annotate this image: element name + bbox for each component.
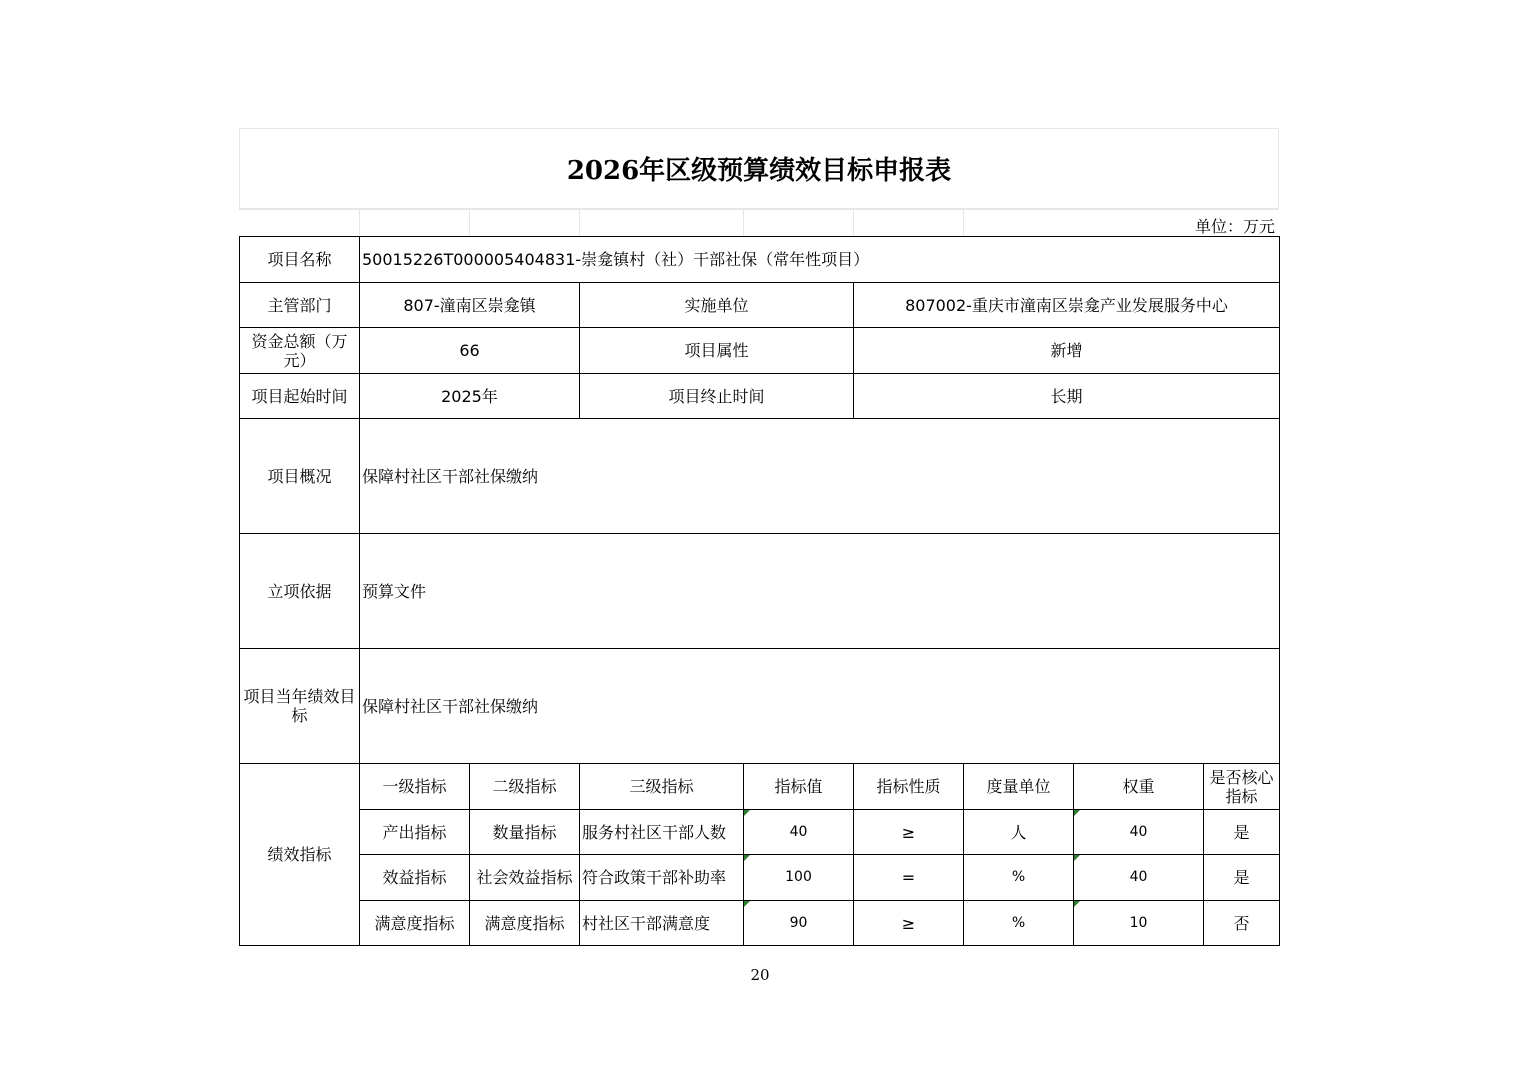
label-start-time: 项目起始时间	[240, 374, 360, 419]
indicator-header-row	[240, 764, 1280, 810]
cell-level1: 满意度指标	[360, 901, 470, 946]
header-unit: 度量单位	[964, 764, 1074, 810]
label-overview: 项目概况	[240, 419, 360, 534]
cell-level1: 效益指标	[360, 855, 470, 901]
cell-nature: ≥	[854, 810, 964, 855]
label-project-name: 项目名称	[240, 237, 360, 283]
value-project-attribute: 新增	[854, 328, 1280, 374]
row-time	[240, 374, 1280, 419]
table-row	[240, 901, 1280, 946]
unit-row	[239, 209, 1279, 237]
label-project-attribute: 项目属性	[580, 328, 854, 374]
value-project-name: 50015226T000005404831-崇龛镇村（社）干部社保（常年性项目）	[360, 237, 1280, 283]
cell-level3: 村社区干部满意度	[580, 901, 744, 946]
header-level3: 三级指标	[580, 764, 744, 810]
cell-level3: 符合政策干部补助率	[580, 855, 744, 901]
unit-label: 单位：万元	[1194, 217, 1275, 236]
cell-nature: ≥	[854, 901, 964, 946]
cell-level2: 满意度指标	[470, 901, 580, 946]
cell-level2: 社会效益指标	[470, 855, 580, 901]
cell-unit: %	[964, 901, 1074, 946]
cell-level3: 服务村社区干部人数	[580, 810, 744, 855]
cell-value: 90	[744, 901, 854, 946]
row-basis	[240, 534, 1280, 649]
value-annual-goal: 保障村社区干部社保缴纳	[360, 649, 1280, 764]
row-overview	[240, 419, 1280, 534]
table-row	[240, 855, 1280, 901]
value-basis: 预算文件	[360, 534, 1280, 649]
label-basis: 立项依据	[240, 534, 360, 649]
label-performance: 绩效指标	[240, 764, 360, 946]
report-title: 2026年区级预算绩效目标申报表	[239, 128, 1279, 209]
header-level2: 二级指标	[470, 764, 580, 810]
label-implementing-unit: 实施单位	[580, 283, 854, 328]
value-implementing-unit: 807002-重庆市潼南区崇龛产业发展服务中心	[854, 283, 1280, 328]
row-department	[240, 283, 1280, 328]
value-overview: 保障村社区干部社保缴纳	[360, 419, 1280, 534]
cell-core: 是	[1204, 855, 1280, 901]
cell-value: 100	[744, 855, 854, 901]
header-nature: 指标性质	[854, 764, 964, 810]
page-number: 20	[750, 966, 770, 984]
report-sheet	[239, 128, 1279, 946]
value-department: 807-潼南区崇龛镇	[360, 283, 580, 328]
row-project-name	[240, 237, 1280, 283]
cell-core: 是	[1204, 810, 1280, 855]
cell-weight: 40	[1074, 855, 1204, 901]
cell-level2: 数量指标	[470, 810, 580, 855]
row-total-funds	[240, 328, 1280, 374]
label-department: 主管部门	[240, 283, 360, 328]
cell-unit: 人	[964, 810, 1074, 855]
label-total-funds: 资金总额（万元）	[240, 328, 360, 374]
row-annual-goal	[240, 649, 1280, 764]
value-start-time: 2025年	[360, 374, 580, 419]
header-core: 是否核心指标	[1204, 764, 1280, 810]
cell-unit: %	[964, 855, 1074, 901]
header-level1: 一级指标	[360, 764, 470, 810]
cell-core: 否	[1204, 901, 1280, 946]
header-weight: 权重	[1074, 764, 1204, 810]
performance-table	[239, 236, 1280, 946]
cell-nature: =	[854, 855, 964, 901]
table-row	[240, 810, 1280, 855]
value-end-time: 长期	[854, 374, 1280, 419]
cell-value: 40	[744, 810, 854, 855]
label-end-time: 项目终止时间	[580, 374, 854, 419]
cell-level1: 产出指标	[360, 810, 470, 855]
header-value: 指标值	[744, 764, 854, 810]
label-annual-goal: 项目当年绩效目标	[240, 649, 360, 764]
cell-weight: 10	[1074, 901, 1204, 946]
value-total-funds: 66	[360, 328, 580, 374]
cell-weight: 40	[1074, 810, 1204, 855]
